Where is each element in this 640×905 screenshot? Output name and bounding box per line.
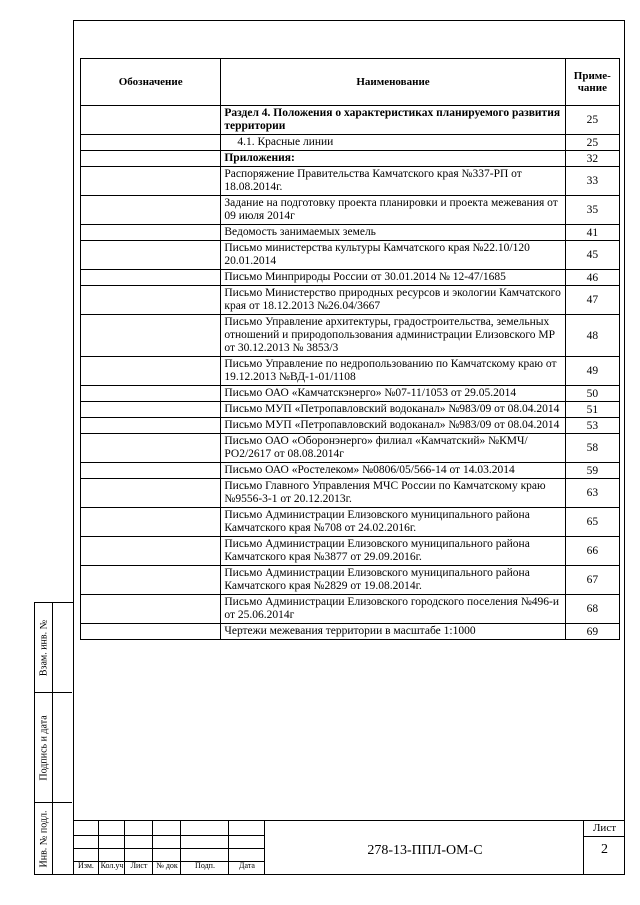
table-row	[81, 167, 620, 196]
row-designation	[81, 479, 221, 508]
row-page: 45	[565, 241, 619, 270]
row-page: 51	[565, 402, 619, 418]
table-header	[81, 59, 620, 106]
row-designation	[81, 386, 221, 402]
row-name: Письмо министерства культуры Камчатского края №22.10/120 20.01.2014	[221, 241, 565, 270]
row-page: 35	[565, 196, 619, 225]
table-row	[81, 196, 620, 225]
row-designation	[81, 286, 221, 315]
stamp-col-date: Дата	[239, 861, 255, 870]
row-designation	[81, 225, 221, 241]
table-row	[81, 402, 620, 418]
table-row	[81, 357, 620, 386]
table-row	[81, 418, 620, 434]
row-page: 48	[565, 315, 619, 357]
row-name: Письмо Минприроды России от 30.01.2014 № 12-47/1685	[221, 270, 565, 286]
row-page: 63	[565, 479, 619, 508]
header-name: Наименование	[221, 59, 565, 106]
row-designation	[81, 151, 221, 167]
row-page: 41	[565, 225, 619, 241]
row-name: Письмо Министерство природных ресурсов и экологии Камчатского края от 18.12.2013 №26.04/3667	[221, 286, 565, 315]
row-name: Чертежи межевания территории в масштабе 1:1000	[221, 624, 565, 640]
table-row	[81, 286, 620, 315]
document-code: 278-13-ППЛ-ОМ-С	[367, 843, 483, 858]
stamp-col-doc: № док	[156, 861, 178, 870]
stamp-col-sign: Подп.	[195, 861, 215, 870]
side-cell-inventory	[35, 803, 72, 874]
row-page: 65	[565, 508, 619, 537]
row-page: 33	[565, 167, 619, 196]
row-designation	[81, 595, 221, 624]
header-designation: Обозначение	[81, 59, 221, 106]
stamp-col-change: Изм.	[78, 861, 94, 870]
row-designation	[81, 135, 221, 151]
side-label-inventory: Инв. № подл.	[38, 810, 49, 867]
row-page: 69	[565, 624, 619, 640]
row-name: Письмо Управление по недропользованию по Камчатскому краю от 19.12.2013 №ВД-1-01/1108	[221, 357, 565, 386]
row-name: Задание на подготовку проекта планировки и проекта межевания от 09 июля 2014г	[221, 196, 565, 225]
row-designation	[81, 241, 221, 270]
row-page: 59	[565, 463, 619, 479]
table-row	[81, 508, 620, 537]
table-row	[81, 595, 620, 624]
row-name: Письмо Управление архитектуры, градостроительства, земельных отношений и природопользования администрации Елизовского МР от 30.12.2013 № 3853/3	[221, 315, 565, 357]
side-label-signature: Подпись и дата	[38, 714, 49, 781]
table-row	[81, 106, 620, 135]
row-page: 25	[565, 106, 619, 135]
table-row	[81, 537, 620, 566]
side-cell-signature	[35, 693, 72, 803]
row-name: Ведомость занимаемых земель	[221, 225, 565, 241]
stamp-col-count: Кол.уч	[100, 861, 124, 870]
row-name: Письмо Главного Управления МЧС России по Камчатскому краю №9556-3-1 от 20.12.2013г.	[221, 479, 565, 508]
row-designation	[81, 270, 221, 286]
table-row	[81, 479, 620, 508]
row-page: 49	[565, 357, 619, 386]
table-row	[81, 463, 620, 479]
row-page: 67	[565, 566, 619, 595]
row-designation	[81, 418, 221, 434]
row-page: 68	[565, 595, 619, 624]
side-stamp	[34, 602, 73, 875]
row-designation	[81, 315, 221, 357]
row-name: Приложения:	[221, 151, 565, 167]
row-page: 50	[565, 386, 619, 402]
table-row	[81, 241, 620, 270]
row-page: 46	[565, 270, 619, 286]
row-designation	[81, 106, 221, 135]
row-designation	[81, 624, 221, 640]
sheet-number: 2	[601, 842, 608, 857]
row-designation	[81, 508, 221, 537]
stamp-col-sheet: Лист	[130, 861, 148, 870]
row-page: 25	[565, 135, 619, 151]
sheet-label: Лист	[584, 820, 625, 837]
table-row	[81, 151, 620, 167]
row-name: Письмо Администрации Елизовского муниципального района Камчатского края №708 от 24.02.2016г.	[221, 508, 565, 537]
row-designation	[81, 357, 221, 386]
row-name: Письмо ОАО «Оборонэнерго» филиал «Камчатский» №КМЧ/РО2/2617 от 08.08.2014г	[221, 434, 565, 463]
table-row	[81, 624, 620, 640]
row-name: Письмо ОАО «Ростелеком» №0806/05/566-14 от 14.03.2014	[221, 463, 565, 479]
table-row	[81, 315, 620, 357]
row-designation	[81, 196, 221, 225]
row-page: 47	[565, 286, 619, 315]
row-name: Письмо МУП «Петропавловский водоканал» №983/09 от 08.04.2014	[221, 402, 565, 418]
row-designation	[81, 537, 221, 566]
row-designation	[81, 402, 221, 418]
side-label-replace: Взам. инв. №	[38, 619, 49, 676]
side-cell-replace	[35, 603, 72, 693]
row-name: Распоряжение Правительства Камчатского края №337-РП от 18.08.2014г.	[221, 167, 565, 196]
row-name: 4.1. Красные линии	[221, 135, 565, 151]
row-designation	[81, 167, 221, 196]
row-designation	[81, 434, 221, 463]
header-note: Приме- чание	[565, 59, 619, 106]
row-name: Письмо МУП «Петропавловский водоканал» №983/09 от 08.04.2014	[221, 418, 565, 434]
row-designation	[81, 463, 221, 479]
sheet-box	[583, 820, 625, 875]
row-name: Письмо ОАО «Камчатскэнерго» №07-11/1053 от 29.05.2014	[221, 386, 565, 402]
row-page: 58	[565, 434, 619, 463]
table-row	[81, 270, 620, 286]
row-designation	[81, 566, 221, 595]
contents-table	[80, 58, 620, 640]
table-row	[81, 225, 620, 241]
table-row	[81, 566, 620, 595]
row-page: 66	[565, 537, 619, 566]
row-page: 53	[565, 418, 619, 434]
row-name: Раздел 4. Положения о характеристиках планируемого развития территории	[221, 106, 565, 135]
table-row	[81, 135, 620, 151]
row-name: Письмо Администрации Елизовского городского поселения №496-и от 25.06.2014г	[221, 595, 565, 624]
row-page: 32	[565, 151, 619, 167]
table-row	[81, 434, 620, 463]
row-name: Письмо Администрации Елизовского муниципального района Камчатского края №2829 от 19.08.2014г.	[221, 566, 565, 595]
row-name: Письмо Администрации Елизовского муниципального района Камчатского края №3877 от 29.09.2016г.	[221, 537, 565, 566]
table-row	[81, 386, 620, 402]
